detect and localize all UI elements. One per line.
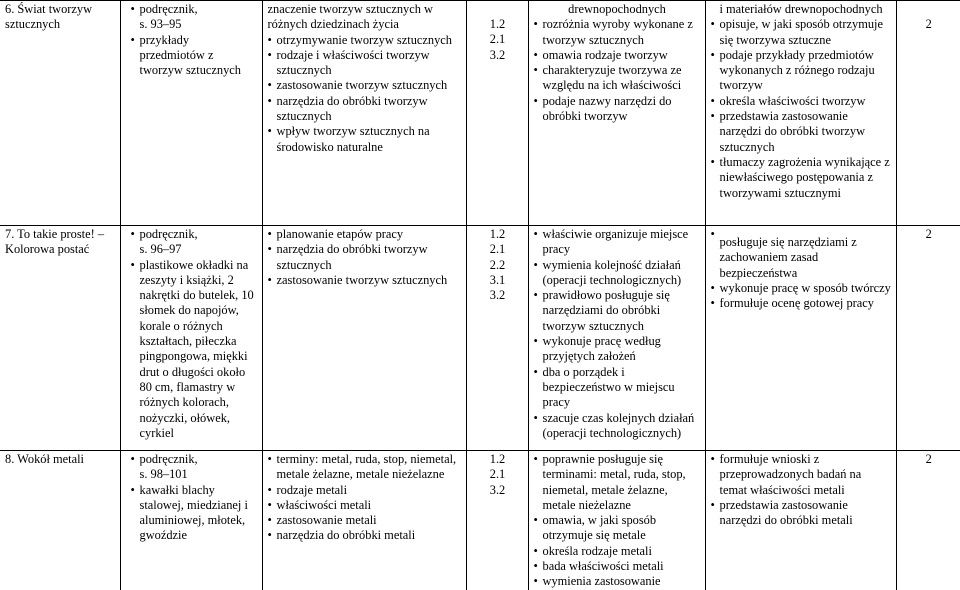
basic-item: • dba o porządek i bezpieczeństwo w miejscu pracy <box>534 365 701 411</box>
basic-item: • omawia, w jaki sposób otrzymuje się metale <box>534 513 701 544</box>
basic-cell <box>528 1 705 226</box>
basic-item: • charakteryzuje tworzywa ze względu na ich właściwości <box>534 63 701 94</box>
topic-cell: 8. Wokół metali <box>0 451 120 590</box>
extended-item: • opisuje, w jaki sposób otrzymuje się tworzywa sztuczne <box>711 17 892 48</box>
basic-item: • wymienia kolejność działań (operacji technologicznych) <box>534 258 701 289</box>
basic-carryover: drewnopochodnych <box>568 2 666 16</box>
sources-pages: s. 98–101 <box>139 467 188 482</box>
basic-item: • podaje nazwy narzędzi do obróbki tworzyw <box>534 94 701 125</box>
sources-item: • podręcznik, <box>131 227 258 242</box>
basic-item: • właściwie organizuje miejsce pracy <box>534 227 701 258</box>
content-item: • narzędzia do obróbki tworzyw sztucznych <box>268 242 462 273</box>
basic-item: • wymienia zastosowanie <box>534 574 701 589</box>
table-row <box>0 451 960 590</box>
extended-item: • przedstawia zastosowanie narzędzi do obróbki metali <box>711 498 892 529</box>
basic-item: • poprawnie posługuje się terminami: metal, ruda, stop, niemetal, metale żelazne, metale nieżelazne <box>534 452 701 513</box>
basic-item: • omawia rodzaje tworzyw <box>534 48 701 63</box>
basic-item: • rozróżnia wyroby wykonane z tworzyw sztucznych <box>534 17 701 48</box>
basic-item: • szacuje czas kolejnych działań (operacji technologicznych) <box>534 411 701 442</box>
extended-cell <box>705 1 896 226</box>
content-item: znaczenie tworzyw sztucznych w różnych dziedzinach życia <box>267 2 433 32</box>
sources-item: • przykłady przedmiotów z tworzyw sztucznych <box>131 33 258 79</box>
extended-cell <box>705 451 896 590</box>
hours-cell: 2 <box>896 226 960 451</box>
content-item: • zastosowanie tworzyw sztucznych <box>268 78 462 93</box>
requirements-cell: 1.2 2.1 3.2 <box>466 451 528 590</box>
sources-item: • kawałki blachy stalowej, miedzianej i aluminiowej, młotek, gwoździe <box>131 483 258 544</box>
sources-cell <box>120 451 262 590</box>
content-item: • właściwości metali <box>268 498 462 513</box>
topic-cell: 7. To takie proste! – Kolorowa postać <box>0 226 120 451</box>
content-cell <box>262 226 466 451</box>
table-row <box>0 226 960 451</box>
content-item: • rodzaje metali <box>268 483 462 498</box>
sources-pages: s. 96–97 <box>139 242 182 257</box>
sources-cell <box>120 1 262 226</box>
table-row <box>0 1 960 226</box>
content-cell <box>262 1 466 226</box>
content-item: • narzędzia do obróbki tworzyw sztucznych <box>268 94 462 125</box>
sources-item: • podręcznik, <box>131 2 258 17</box>
extended-item: • formułuje wnioski z przeprowadzonych badań na temat właściwości metali <box>711 452 892 498</box>
basic-item: • określa rodzaje metali <box>534 544 701 559</box>
requirements-cell: 1.2 2.1 3.2 <box>466 1 528 226</box>
extended-carryover: i materiałów drewnopochodnych <box>719 2 883 16</box>
content-item: • wpływ tworzyw sztucznych na środowisko naturalne <box>268 124 462 155</box>
sources-item: • podręcznik, <box>131 452 258 467</box>
content-item: • otrzymywanie tworzyw sztucznych <box>268 33 462 48</box>
basic-item: • bada właściwości metali <box>534 559 701 574</box>
extended-item: • określa właściwości tworzyw <box>711 94 892 109</box>
hours-cell: 2 <box>896 1 960 226</box>
extended-item: • tłumaczy zagrożenia wynikające z niewłaściwego postępowania z tworzywami sztucznymi <box>711 155 892 201</box>
basic-cell <box>528 226 705 451</box>
topic-cell: 6. Świat tworzyw sztucznych <box>0 1 120 226</box>
extended-item: • podaje przykłady przedmiotów wykonanych z różnego rodzaju tworzyw <box>711 48 892 94</box>
extended-item: • posługuje się narzędziami z zachowaniem zasad bezpieczeństwa <box>711 227 892 281</box>
content-item: • terminy: metal, ruda, stop, niemetal, metale żelazne, metale nieżelazne <box>268 452 462 483</box>
sources-pages: s. 93–95 <box>139 17 182 32</box>
basic-item: • prawidłowo posługuje się narzędziami do obróbki tworzyw sztucznych <box>534 288 701 334</box>
content-item: • narzędzia do obróbki metali <box>268 528 462 543</box>
content-cell <box>262 451 466 590</box>
extended-item: • przedstawia zastosowanie narzędzi do obróbki tworzyw sztucznych <box>711 109 892 155</box>
extended-cell <box>705 226 896 451</box>
extended-item: • formułuje ocenę gotowej pracy <box>711 296 892 311</box>
sources-item: • plastikowe okładki na zeszyty i książki, 2 nakrętki do butelek, 10 słomek do napojów, korale o różnych kształtach, piłeczka pingpongowa, miękki drut o długości około 80 cm, flamastry w różnych kolorach, nożyczki, ołówek, cyrkiel <box>131 258 258 442</box>
content-item: • rodzaje i właściwości tworzyw sztucznych <box>268 48 462 79</box>
content-item: • zastosowanie metali <box>268 513 462 528</box>
content-item: • planowanie etapów pracy <box>268 227 462 242</box>
hours-cell: 2 <box>896 451 960 590</box>
requirements-cell: 1.2 2.1 2.2 3.1 3.2 <box>466 226 528 451</box>
sources-cell <box>120 226 262 451</box>
basic-cell <box>528 451 705 590</box>
content-item: • zastosowanie tworzyw sztucznych <box>268 273 462 288</box>
extended-item: • wykonuje pracę w sposób twórczy <box>711 281 892 296</box>
basic-item: • wykonuje pracę według przyjętych założeń <box>534 334 701 365</box>
